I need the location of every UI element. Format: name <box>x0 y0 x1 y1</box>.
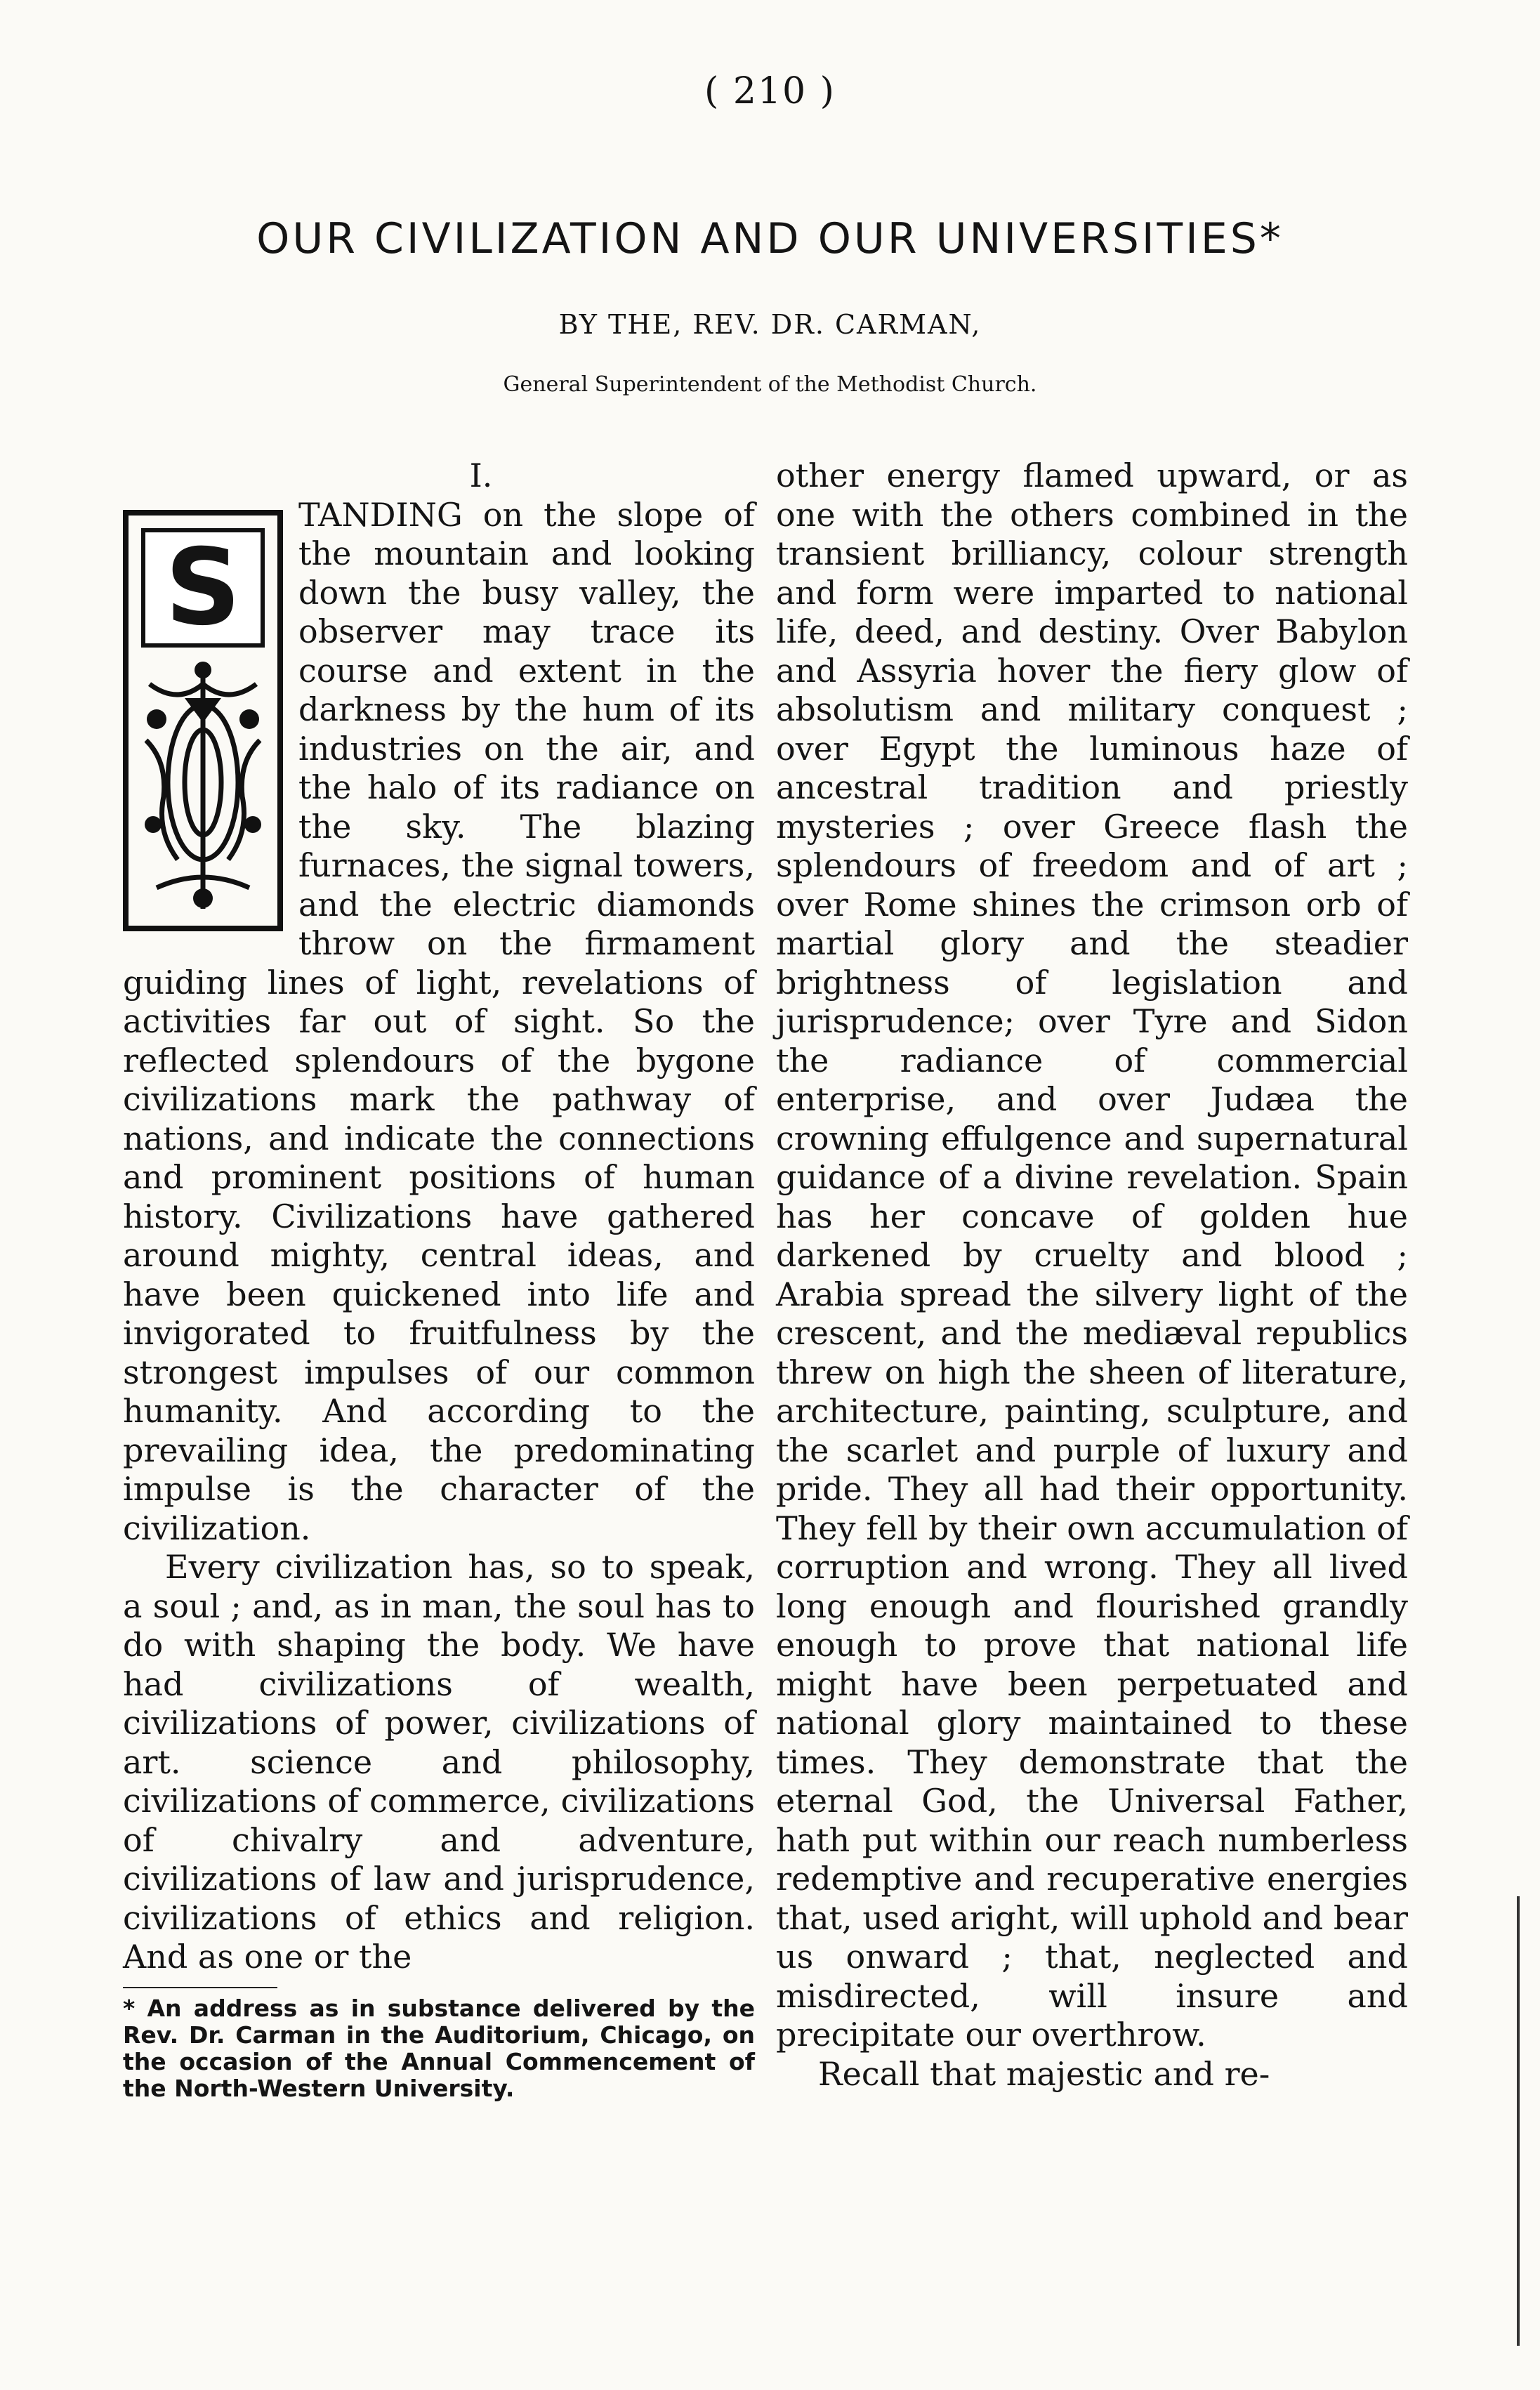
author-affiliation: General Superintendent of the Methodist Church. <box>503 372 1037 397</box>
page-number: ( 210 ) <box>704 70 836 112</box>
scan-edge-mark <box>1517 1896 1520 2346</box>
footnote: * An address as in substance delivered by the Rev. Dr. Carman in the Auditorium, Chicago, on the occasion of the Annual Commencement of the North-Western University. <box>123 1994 755 2102</box>
paragraph: Every civilization has, so to speak, a soul ; and, as in man, the soul has to do with shaping the body. We have had civilizations of wealth, civilizations of power, civilizations of art. science and philosophy, civilizations of commerce, civilizations of chivalry and adventure, civilizations of law and jurisprudence, civilizations of ethics and religion. And as one or the <box>123 1548 755 1976</box>
section-heading: I. <box>469 457 493 494</box>
dropcap-letter: S <box>164 526 242 649</box>
dropcap-letter-box <box>141 528 265 648</box>
paragraph: TANDING on the slope of the mountain and looking down the busy valley, the observer may trace its course and extent in the darkness by the hum of its industries on the air, and the halo of its radiance on the sky. The blazing furnaces, the signal towers, and the electric diamonds throw on the firmament guiding lines of light, revelations of activities far out of sight. So the reflected splendours of the bygone civilizations mark the pathway of nations, and indicate the connections and prominent positions of human history. Civilizations have gathered around mighty, central ideas, and have been quickened into life and invigorated to fruitfulness by the strongest impulses of our common humanity. And according to the prevailing idea, the predominating impulse is the character of the civilization. <box>123 495 755 1547</box>
byline: BY THE, REV. DR. CARMAN, <box>558 309 982 340</box>
dropcap <box>123 510 283 931</box>
paragraph: Recall that majestic and re- <box>818 2054 1270 2093</box>
right-column <box>776 457 1408 2094</box>
floral-ornament-icon <box>136 656 270 916</box>
left-column <box>123 457 755 2102</box>
article-title: OUR CIVILIZATION AND OUR UNIVERSITIES* <box>256 214 1284 263</box>
footnote-divider <box>123 1987 277 1988</box>
paragraph: other energy flamed upward, or as one with the others combined in the transient brilliancy, colour strength and form were imparted to national life, deed, and destiny. Over Babylon and Assyria hover the fiery glow of absolutism and military conquest ; over Egypt the luminous haze of ancestral tradition and priestly mysteries ; over Greece flash the splendours of freedom and of art ; over Rome shines the crimson orb of martial glory and the steadier brightness of legislation and jurisprudence; over Tyre and Sidon the radiance of commercial enterprise, and over Judæa the crowning effulgence and supernatural guidance of a divine revelation. Spain has her concave of golden hue darkened by cruelty and blood ; Arabia spread the silvery light of the crescent, and the mediæval republics threw on high the sheen of literature, architecture, painting, sculpture, and the scarlet and purple of luxury and pride. They all had their opportunity. They fell by their own accumulation of corruption and wrong. They all lived long enough and flourished grandly enough to prove that national life might have been perpetuated and national glory maintained to these times. They demonstrate that the eternal God, the Universal Father, hath put within our reach numberless redemptive and recuperative energies that, used aright, will uphold and bear us onward ; that, neglected and misdirected, will insure and precipitate our overthrow. <box>776 457 1408 2054</box>
